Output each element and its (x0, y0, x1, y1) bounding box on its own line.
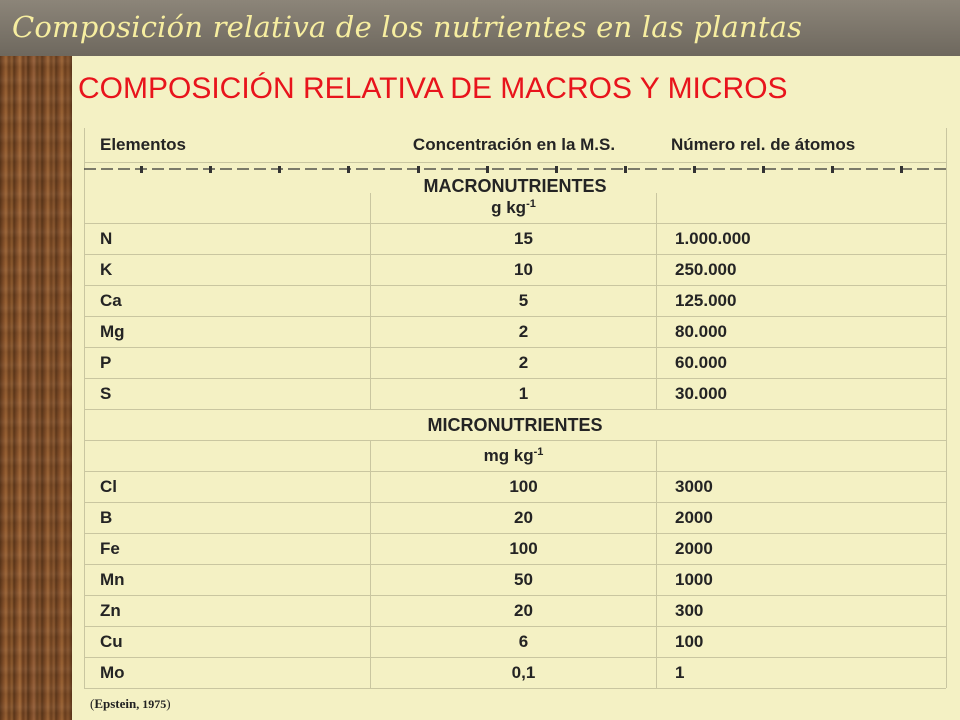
concentration-cell: 0,1 (371, 658, 657, 688)
table-row (84, 348, 946, 379)
atoms-cell: 30.000 (675, 384, 727, 403)
element-cell: S (84, 379, 371, 409)
atoms-cell: 1000 (675, 570, 713, 589)
header-divider (84, 163, 946, 177)
table-row (84, 317, 946, 348)
concentration-cell: 6 (371, 627, 657, 657)
slide-title: Composición relativa de los nutrientes en las plantas (12, 10, 803, 44)
slide-heading: COMPOSICIÓN RELATIVA DE MACROS Y MICROS (78, 72, 788, 105)
table-header-row (84, 128, 946, 163)
micro-unit: mg $kg^{-1}$ (371, 441, 657, 471)
concentration-cell: 10 (371, 255, 657, 285)
atoms-cell: 125.000 (675, 291, 737, 310)
atoms-cell: 100 (675, 632, 704, 651)
concentration-cell: 100 (371, 534, 657, 564)
table-row (84, 565, 946, 596)
atoms-cell: 60.000 (675, 353, 727, 372)
micro-unit-row (84, 441, 946, 472)
atoms-cell: 1.000.000 (675, 229, 751, 248)
element-cell: Mg (84, 317, 371, 347)
header-concentracion: Concentración en la M.S. (412, 135, 616, 154)
micronutrientes-label: MICRONUTRIENTES (84, 410, 946, 441)
nutrient-table (84, 128, 946, 689)
citation: (Epstein, 1975) (90, 696, 171, 711)
macro-unit: g $kg^{-1}$ (371, 193, 657, 223)
concentration-cell: 100 (371, 472, 657, 502)
element-cell: P (84, 348, 371, 378)
macro-unit-row (84, 193, 946, 224)
atoms-cell: 80.000 (675, 322, 727, 341)
table-row (84, 503, 946, 534)
table-row (84, 472, 946, 503)
atoms-cell: 1 (675, 663, 685, 682)
table-row (84, 596, 946, 627)
macro-rows (84, 224, 946, 410)
table-row (84, 658, 946, 689)
table-row (84, 627, 946, 658)
concentration-cell: 15 (371, 224, 657, 254)
element-cell: K (84, 255, 371, 285)
macronutrientes-label: MACRONUTRIENTES (423, 176, 607, 196)
atoms-cell: 2000 (675, 508, 713, 527)
concentration-cell: 50 (371, 565, 657, 595)
concentration-cell: 5 (371, 286, 657, 316)
concentration-cell: 2 (371, 317, 657, 347)
concentration-cell: 1 (371, 379, 657, 409)
element-cell: Ca (84, 286, 371, 316)
concentration-cell: 20 (371, 596, 657, 626)
header-numero-atomos: Número rel. de átomos (671, 135, 856, 154)
atoms-cell: 2000 (675, 539, 713, 558)
element-cell: B (84, 503, 371, 533)
wood-texture-shade (0, 56, 72, 720)
atoms-cell: 250.000 (675, 260, 737, 279)
table-right-border (946, 128, 947, 688)
atoms-cell: 300 (675, 601, 704, 620)
element-cell: Mo (84, 658, 371, 688)
atoms-cell: 3000 (675, 477, 713, 496)
table-row (84, 255, 946, 286)
element-cell: Cl (84, 472, 371, 502)
element-cell: Mn (84, 565, 371, 595)
table-row (84, 379, 946, 410)
element-cell: N (84, 224, 371, 254)
table-row (84, 286, 946, 317)
title-bar (0, 0, 960, 56)
header-elementos: Elementos (100, 135, 186, 154)
element-cell: Fe (84, 534, 371, 564)
dashed-divider-icon (84, 165, 946, 175)
table-row (84, 224, 946, 255)
element-cell: Zn (84, 596, 371, 626)
element-cell: Cu (84, 627, 371, 657)
table-row (84, 534, 946, 565)
micro-rows (84, 472, 946, 689)
concentration-cell: 20 (371, 503, 657, 533)
concentration-cell: 2 (371, 348, 657, 378)
